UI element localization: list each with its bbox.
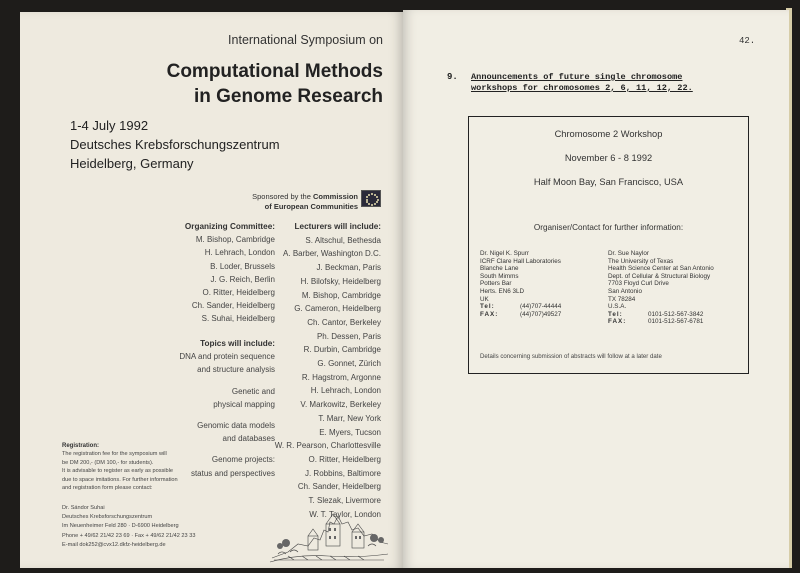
address-line: UK xyxy=(480,295,489,303)
eu-flag-icon xyxy=(361,190,381,207)
eu-star-icon xyxy=(374,203,376,205)
workshop-announcement-box xyxy=(468,116,749,374)
topic-item: and structure analysis xyxy=(197,365,275,375)
lecturer-name: Ch. Cantor, Berkeley xyxy=(307,317,381,327)
fax-label: FAX: xyxy=(480,310,499,318)
sponsor-text xyxy=(252,192,358,212)
committee-heading: Organizing Committee: xyxy=(184,222,275,231)
symposium-title-line2: in Genome Research xyxy=(193,86,383,107)
topic-item xyxy=(179,377,275,385)
lecturer-name: O. Ritter, Heidelberg xyxy=(308,454,381,464)
eu-star-icon xyxy=(368,203,370,205)
topic-item: Genetic and xyxy=(231,386,275,396)
lecturer-name: R. Durbin, Cambridge xyxy=(303,345,381,355)
registration-text xyxy=(62,450,178,492)
page-number: 42. xyxy=(739,36,756,46)
fax-label: FAX: xyxy=(608,318,627,326)
eu-star-icon xyxy=(366,199,368,201)
registration-line: and registration form please contact: xyxy=(62,485,153,492)
address-line: Herts. EN6 3LD xyxy=(480,287,525,295)
address-line: Potters Bar xyxy=(480,280,512,288)
contact-address xyxy=(608,250,714,311)
left-page xyxy=(20,12,403,568)
lecturer-name: H. Bilofsky, Heidelberg xyxy=(300,276,381,286)
address-line: U.S.A. xyxy=(608,303,627,311)
lecturer-name: Ph. Dessen, Paris xyxy=(316,331,381,341)
registration-contact xyxy=(62,504,195,550)
lecturer-name: W. R. Pearson, Charlottesville xyxy=(274,441,381,451)
fax-number: 0101-512-567-6781 xyxy=(648,318,704,326)
contact-line: Phone + 49/62 21/42 23 69 · Fax + 49/62 21/42 23 33 xyxy=(62,532,196,539)
symposium-title-line1: Computational Methods xyxy=(166,61,383,82)
tel-label: Tel: xyxy=(608,310,623,318)
address-line: San Antonio xyxy=(608,287,642,295)
topic-item: physical mapping xyxy=(213,399,275,409)
symposium-venue-line2: Heidelberg, Germany xyxy=(70,156,194,171)
symposium-date: 1-4 July 1992 xyxy=(70,118,149,133)
address-line: ICRF Clare Hall Laboratories xyxy=(480,257,561,265)
eu-star-icon xyxy=(376,196,378,198)
lecturer-name: G. Cameron, Heidelberg xyxy=(294,304,381,314)
address-line: Blanche Lane xyxy=(480,265,519,273)
topic-item xyxy=(179,445,275,453)
address-line: Dr. Sue Naylor xyxy=(608,250,649,257)
committee-member: B. Loder, Brussels xyxy=(210,261,275,271)
contact-line: Im Neuenheimer Feld 280 · D-6900 Heidelberg xyxy=(62,523,179,530)
contact-line: E-mail dok252@cvx12.dkfz-heidelberg.de xyxy=(62,541,166,548)
lecturers-section xyxy=(275,220,381,521)
sponsor-prefix: Sponsored by the xyxy=(252,192,313,201)
registration-line: It is advisable to register as early as possible xyxy=(62,468,173,475)
committee-member: J. G. Reich, Berlin xyxy=(210,274,275,284)
eu-star-icon xyxy=(371,193,373,195)
eu-star-icon xyxy=(376,201,378,203)
address-line: 7703 Floyd Curl Drive xyxy=(608,280,669,288)
organiser-heading: Organiser/Contact for further information: xyxy=(533,223,684,232)
topic-item: status and perspectives xyxy=(190,468,275,478)
lecturer-name: A. Barber, Washington D.C. xyxy=(283,249,381,259)
address-line: The University of Texas xyxy=(608,257,674,265)
registration-section xyxy=(62,442,178,492)
fax-number: (44)707)49527 xyxy=(520,310,562,318)
topic-item xyxy=(179,411,275,419)
sponsor-commission: Commission xyxy=(312,192,358,201)
topics-section xyxy=(179,337,275,480)
lecturer-name: G. Gonnet, Zürich xyxy=(317,359,381,369)
organiser-contact-naylor xyxy=(608,250,714,326)
topic-item: Genome projects: xyxy=(211,455,275,465)
organizing-committee xyxy=(185,220,275,326)
committee-member: M. Bishop, Cambridge xyxy=(195,235,275,245)
abstract-note: Details concerning submission of abstracts will follow at a later date xyxy=(480,353,662,360)
address-line: TX 78284 xyxy=(608,295,636,303)
sponsor-line2: of European Communities xyxy=(264,202,358,211)
topic-item: Genomic data models xyxy=(197,421,275,431)
eu-star-icon xyxy=(377,199,379,201)
contact-address xyxy=(480,250,561,303)
heidelberg-castle-sketch-icon xyxy=(268,494,390,564)
committee-member: Ch. Sander, Heidelberg xyxy=(191,301,275,311)
announcement-title xyxy=(471,72,693,94)
committee-list xyxy=(185,233,275,325)
lecturer-name: V. Markowitz, Berkeley xyxy=(300,400,381,410)
tel-label: Tel: xyxy=(480,303,495,311)
lecturer-name: J. Robbins, Baltimore xyxy=(304,468,381,478)
workshop-date: November 6 - 8 1992 xyxy=(564,153,653,163)
topic-item: DNA and protein sequence xyxy=(179,352,275,362)
workshop-place: Half Moon Bay, San Francisco, USA xyxy=(533,177,684,187)
address-line: Health Science Center at San Antonio xyxy=(608,265,714,273)
right-page xyxy=(403,10,789,568)
lecturer-name: S. Altschul, Bethesda xyxy=(305,235,381,245)
committee-member: H. Lehrach, London xyxy=(204,248,275,258)
lecturer-name: W. T. Taylor, London xyxy=(309,509,381,519)
committee-member: O. Ritter, Heidelberg xyxy=(202,288,275,298)
topic-item: and databases xyxy=(222,434,275,444)
announcement-title-line1: Announcements of future single chromosome xyxy=(471,72,683,82)
topics-heading: Topics will include: xyxy=(200,339,275,348)
lecturers-list xyxy=(275,234,381,522)
tel-number: (44)707-44444 xyxy=(520,303,562,311)
lecturer-name: T. Slezak, Livermore xyxy=(308,496,381,506)
symposium-subtitle: International Symposium on xyxy=(228,33,383,47)
lecturer-name: T. Marr, New York xyxy=(318,413,381,423)
address-line: Dr. Nigel K. Spurr xyxy=(480,250,529,257)
workshop-title: Chromosome 2 Workshop xyxy=(554,129,663,139)
tel-number: 0101-512-567-3842 xyxy=(648,310,704,318)
contact-line: Deutsches Krebsforschungszentrum xyxy=(62,514,153,521)
lecturers-heading: Lecturers will include: xyxy=(294,222,381,231)
lecturer-name: R. Hagstrom, Argonne xyxy=(301,372,381,382)
registration-heading: Registration: xyxy=(62,443,100,449)
eu-star-icon xyxy=(366,196,368,198)
lecturer-name: E. Myers, Tucson xyxy=(319,427,381,437)
registration-line: due to space imitations. For further information xyxy=(62,476,178,483)
contact-line: Dr. Sándor Suhai xyxy=(62,505,105,511)
lecturer-name: H. Lehrach, London xyxy=(310,386,381,396)
committee-member: S. Suhai, Heidelberg xyxy=(201,314,275,324)
lecturer-name: J. Beckman, Paris xyxy=(316,263,381,273)
lecturer-name: M. Bishop, Cambridge xyxy=(301,290,381,300)
eu-star-icon xyxy=(368,194,370,196)
symposium-venue-line1: Deutsches Krebsforschungszentrum xyxy=(70,137,280,152)
address-line: Dept. of Cellular & Structural Biology xyxy=(608,272,711,280)
organiser-contact-spurr xyxy=(480,250,561,318)
address-line: South Mimms xyxy=(480,272,519,280)
eu-star-icon xyxy=(371,204,373,206)
registration-line: The registration fee for the symposium will xyxy=(62,451,167,458)
registration-line: be DM 200,- (DM 100,- for students). xyxy=(62,459,154,466)
lecturer-name: Ch. Sander, Heidelberg xyxy=(297,482,381,492)
announcement-number: 9. xyxy=(447,72,458,82)
topics-list xyxy=(179,350,275,480)
announcement-title-line2: workshops for chromosomes 2, 6, 11, 12, 22. xyxy=(471,83,693,93)
